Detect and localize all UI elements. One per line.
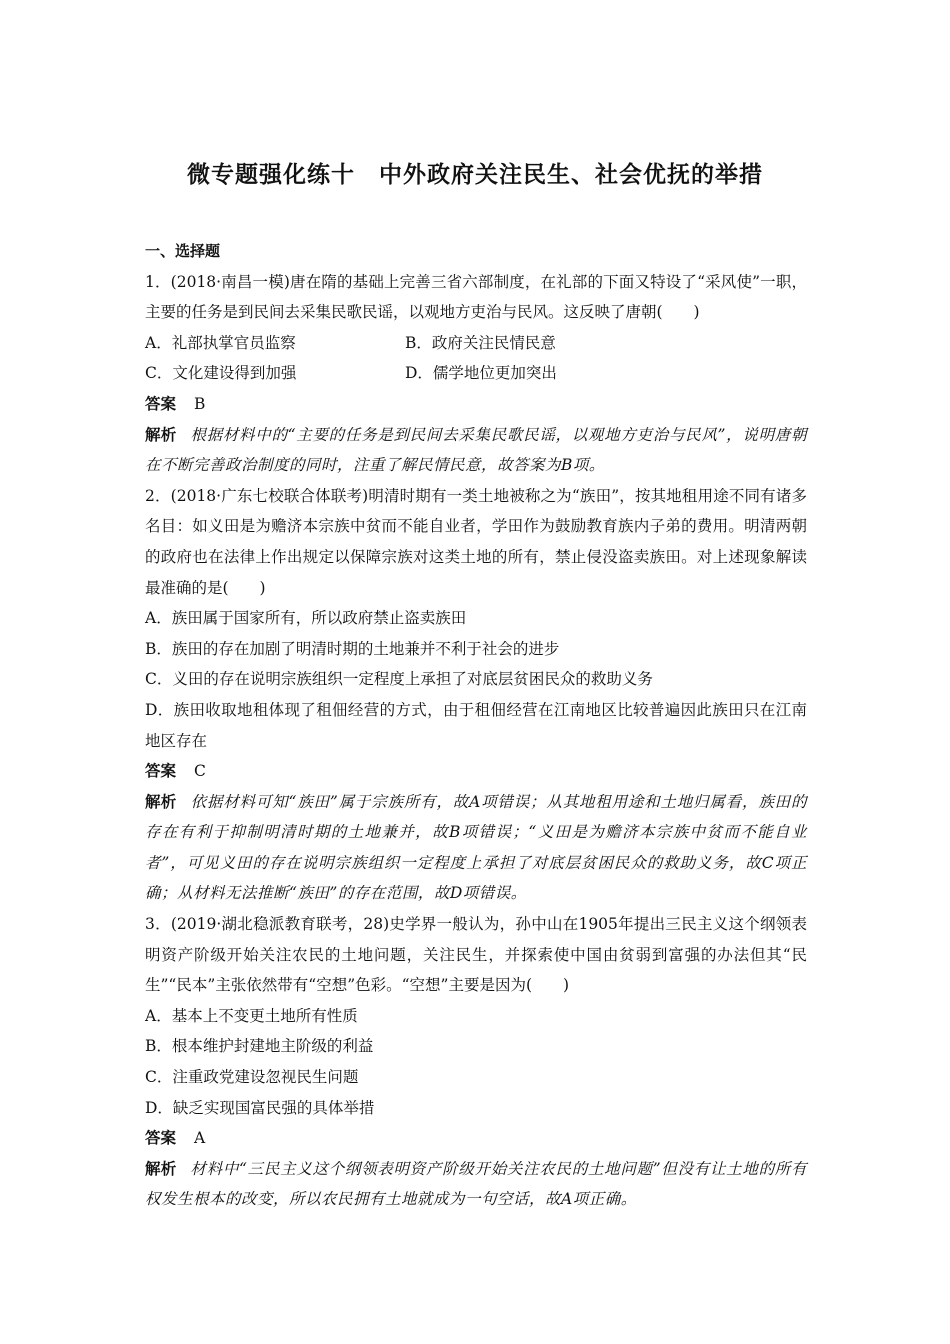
question-3	[145, 909, 807, 1215]
option-c: C．文化建设得到加强	[145, 364, 297, 383]
option-b: B．根本维护封建地主阶级的利益	[145, 1037, 374, 1056]
section-heading: 一、选择题	[145, 242, 221, 260]
analysis-text: 材料中“三民主义这个纲领表明资产阶级开始关注农民的土地问题”但没有让土地的所有权发生根本的改变，所以农民拥有土地就成为一句空话，故A项正确。	[145, 1159, 807, 1209]
answer-value: B	[194, 394, 206, 413]
answer-line	[145, 389, 807, 420]
document-content	[145, 236, 807, 1215]
analysis-text: 根据材料中的“主要的任务是到民间去采集民歌民谣，以观地方吏治与民风”，说明唐朝在不断完善政治制度的同时，注重了解民情民意，故答案为B项。	[145, 425, 807, 475]
page-title: 微专题强化练十 中外政府关注民生、社会优抚的举措	[187, 162, 763, 188]
analysis-block	[145, 787, 807, 909]
answer-label: 答案	[145, 762, 177, 781]
question-stem: 2．(2018·广东七校联合体联考)明清时期有一类土地被称之为“族田”，按其地租用途不同有诸多名目：如义田是为赡济本宗族中贫而不能自业者，学田作为鼓励教育族内子弟的费用。明清两朝的政府也在法律上作出规定以保障宗族对这类土地的所有，禁止侵没盗卖族田。对上述现象解读最准确的是( )	[145, 486, 807, 597]
answer-line	[145, 756, 807, 787]
question-2	[145, 481, 807, 909]
option-a: A．基本上不变更土地所有性质	[145, 1006, 358, 1025]
answer-value: C	[194, 762, 206, 781]
analysis-label: 解析	[145, 425, 177, 444]
analysis-text: 依据材料可知“族田”属于宗族所有，故A项错误；从其地租用途和土地归属看，族田的存在有利于抑制明清时期的土地兼并，故B项错误；“义田是为赡济本宗族中贫而不能自业者”，可见义田的存在说明宗族组织一定程度上承担了对底层贫困民众的救助义务，故C项正确；从材料无法推断“族田”的存在范围，故D项错误。	[145, 792, 807, 903]
options-row	[145, 358, 807, 389]
question-stem: 3．(2019·湖北稳派教育联考，28)史学界一般认为，孙中山在1905年提出三民主义这个纲领表明资产阶级开始关注农民的土地问题，关注民生，并探索使中国由贫弱到富强的办法但其“民生”“民本”主张依然带有“空想”色彩。“空想”主要是因为( )	[145, 915, 807, 995]
analysis-label: 解析	[145, 1159, 177, 1178]
question-1	[145, 267, 807, 481]
option-c: C．注重政党建设忽视民生问题	[145, 1068, 359, 1087]
answer-value: A	[194, 1129, 206, 1148]
option-c: C．义田的存在说明宗族组织一定程度上承担了对底层贫困民众的救助义务	[145, 670, 653, 689]
analysis-label: 解析	[145, 792, 177, 811]
option-a: A．族田属于国家所有，所以政府禁止盗卖族田	[145, 609, 467, 628]
analysis-block	[145, 1154, 807, 1215]
option-d: D．族田收取地租体现了租佃经营的方式，由于租佃经营在江南地区比较普遍因此族田只在江南地区存在	[145, 700, 807, 750]
option-d: D．缺乏实现国富民强的具体举措	[145, 1098, 375, 1117]
option-d: D．儒学地位更加突出	[405, 364, 557, 383]
question-stem: 1．(2018·南昌一模)唐在隋的基础上完善三省六部制度，在礼部的下面又特设了“采风使”一职，主要的任务是到民间去采集民歌民谣，以观地方吏治与民风。这反映了唐朝( )	[145, 272, 807, 322]
analysis-block	[145, 420, 807, 481]
option-a: A．礼部执掌官员监察	[145, 333, 296, 352]
options-row	[145, 328, 807, 359]
answer-line	[145, 1123, 807, 1154]
option-b: B．政府关注民情民意	[405, 333, 556, 352]
answer-label: 答案	[145, 1129, 177, 1148]
option-b: B．族田的存在加剧了明清时期的土地兼并不利于社会的进步	[145, 639, 560, 658]
answer-label: 答案	[145, 394, 177, 413]
